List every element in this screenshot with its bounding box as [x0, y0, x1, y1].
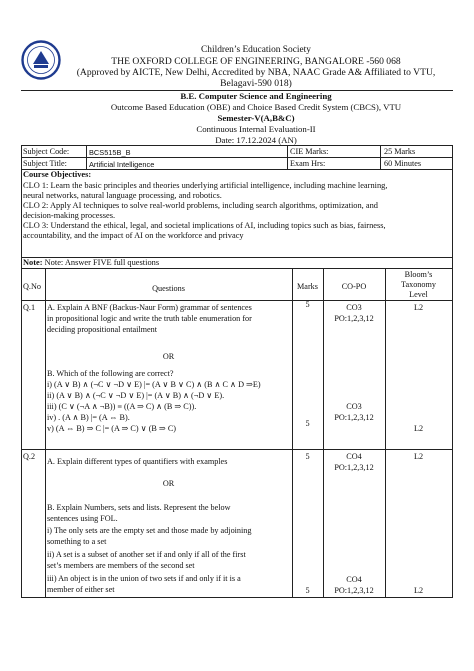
header-qno: Q.No — [23, 282, 41, 291]
q1a-line1: A. Explain A BNF (Backus-Naur Form) grammar of sentences — [47, 303, 252, 312]
header-blooms-2: Taxonomy — [401, 280, 436, 289]
clo1-line2: neural networks, natural language processing, and robotics. — [23, 191, 222, 200]
q2b-level: L2 — [413, 586, 424, 595]
exam-hrs-label: Exam Hrs: — [290, 159, 326, 168]
q1b-iii: iii) (C ∨ (¬A ∧ ¬B)) ≡ ((A ⇒ C) ∧ (B ⇒ C)). — [47, 402, 197, 411]
college-logo — [21, 40, 61, 80]
subject-title-label: Subject Title: — [23, 159, 67, 168]
clo1-line1: CLO 1: Learn the basic principles and theories underlying artificial intelligence, including machine learning, — [23, 181, 388, 190]
approval-line-1: (Approved by AICTE, New Delhi, Accredited by NBA, NAAC Grade A& Affiliated to VTU, — [76, 67, 436, 78]
q2b-iii-line2: member of either set — [47, 585, 115, 594]
q1a-line3: deciding propositional entailment — [47, 325, 158, 334]
q1b-i: i) (A ∨ B) ∧ (¬C ∨ ¬D ∨ E) |= (A ∨ B ∨ C) ∧ (B ∧ C ∧ D ⇒E) — [47, 380, 261, 389]
q2b-line1: B. Explain Numbers, sets and lists. Represent the below — [47, 503, 231, 512]
q2b-marks: 5 — [305, 586, 310, 595]
q2b-ii-line1: ii) A set is a subset of another set if and only if all of the first — [47, 550, 246, 559]
header-blooms-1: Bloom’s — [404, 270, 433, 279]
q2b-ii-line2: set’s members are members of the second set — [47, 561, 195, 570]
college-name: THE OXFORD COLLEGE OF ENGINEERING, BANGALORE -560 068 — [111, 56, 401, 67]
subject-code-label: Subject Code: — [23, 147, 70, 156]
q1a-co: CO3 — [346, 303, 362, 312]
q1a-level: L2 — [413, 303, 424, 312]
exam-date: Date: 17.12.2024 (AN) — [215, 135, 297, 145]
exam-hrs: 60 Minutes — [384, 159, 422, 168]
approval-line-2: Belagavi-590 018) — [220, 78, 292, 89]
q2a-level: L2 — [413, 452, 424, 461]
note-line: Note: Note: Answer FIVE full questions — [23, 258, 160, 267]
subject-code: BCS515B_B — [89, 148, 131, 157]
q1b-po: PO:1,2,3,12 — [334, 413, 374, 422]
society-name: Children’s Education Society — [201, 45, 311, 55]
q2b-iii-line1: iii) An object is in the union of two sets if and only if it is a — [47, 574, 241, 583]
header-questions: Questions — [152, 284, 185, 293]
q2a-marks: 5 — [305, 452, 310, 461]
q1a-line2: in propositional logic and write the truth table enumeration for — [47, 314, 252, 323]
objectives-heading: Course Objectives: — [23, 170, 92, 179]
q1b-line1: B. Which of the following are correct? — [47, 369, 174, 378]
q1b-marks: 5 — [305, 419, 310, 428]
q1a-marks: 5 — [305, 300, 310, 309]
q2b-po: PO:1,2,3,12 — [334, 586, 374, 595]
q1b-level: L2 — [413, 424, 424, 433]
q2-or: OR — [162, 479, 175, 488]
note-text: Note: Answer FIVE full questions — [44, 258, 160, 267]
q2b-i-line1: i) The only sets are the empty set and those made by adjoining — [47, 526, 252, 535]
q2b-i-line2: something to a set — [47, 537, 107, 546]
q2a-co: CO4 — [346, 452, 362, 461]
cie-marks: 25 Marks — [384, 147, 416, 156]
evaluation-line: Continuous Internal Evaluation-II — [196, 124, 316, 134]
q1b-iv: iv) . (A ∧ B) |= (A ⇔ B). — [47, 413, 130, 422]
q1-or: OR — [162, 352, 175, 361]
clo2-line2: decision-making processes. — [23, 211, 116, 220]
semester-line: Semester-V(A,B&C) — [217, 113, 295, 123]
q1-number: Q.1 — [23, 303, 36, 312]
program-title: B.E. Computer Science and Engineering — [180, 91, 332, 101]
clo3-line2: accountability, and the impact of AI on the workforce and privacy — [23, 231, 244, 240]
clo3-line1: CLO 3: Understand the ethical, legal, and societal implications of AI, including topics such as bias, fairness, — [23, 221, 386, 230]
obe-line: Outcome Based Education (OBE) and Choice Based Credit System (CBCS), VTU — [110, 102, 402, 112]
q2b-co: CO4 — [346, 575, 362, 584]
q2b-line2: sentences using FOL. — [47, 514, 118, 523]
header-copo: CO-PO — [341, 282, 367, 291]
q1a-po: PO:1,2,3,12 — [334, 314, 374, 323]
subject-title: Artificial Intelligence — [89, 160, 155, 169]
q2a-po: PO:1,2,3,12 — [334, 463, 374, 472]
header-blooms-3: Level — [409, 290, 428, 299]
clo2-line1: CLO 2: Apply AI techniques to solve real-world problems, including search algorithms, optimization, and — [23, 201, 378, 210]
q1b-co: CO3 — [346, 402, 362, 411]
q2a-line1: A. Explain different types of quantifiers with examples — [47, 457, 228, 466]
header-marks: Marks — [297, 282, 318, 291]
q1b-ii: ii) (A ∨ B) ∧ (¬C ∨ ¬D ∨ E) |= (A ∨ B) ∧ (¬D ∨ E). — [47, 391, 225, 400]
q1b-v: v) (A ⇔ B) ⇒ C |= (A ⇒ C) ∨ (B ⇒ C) — [47, 424, 177, 433]
cie-marks-label: CIE Marks: — [290, 147, 329, 156]
q2-number: Q.2 — [23, 452, 36, 461]
